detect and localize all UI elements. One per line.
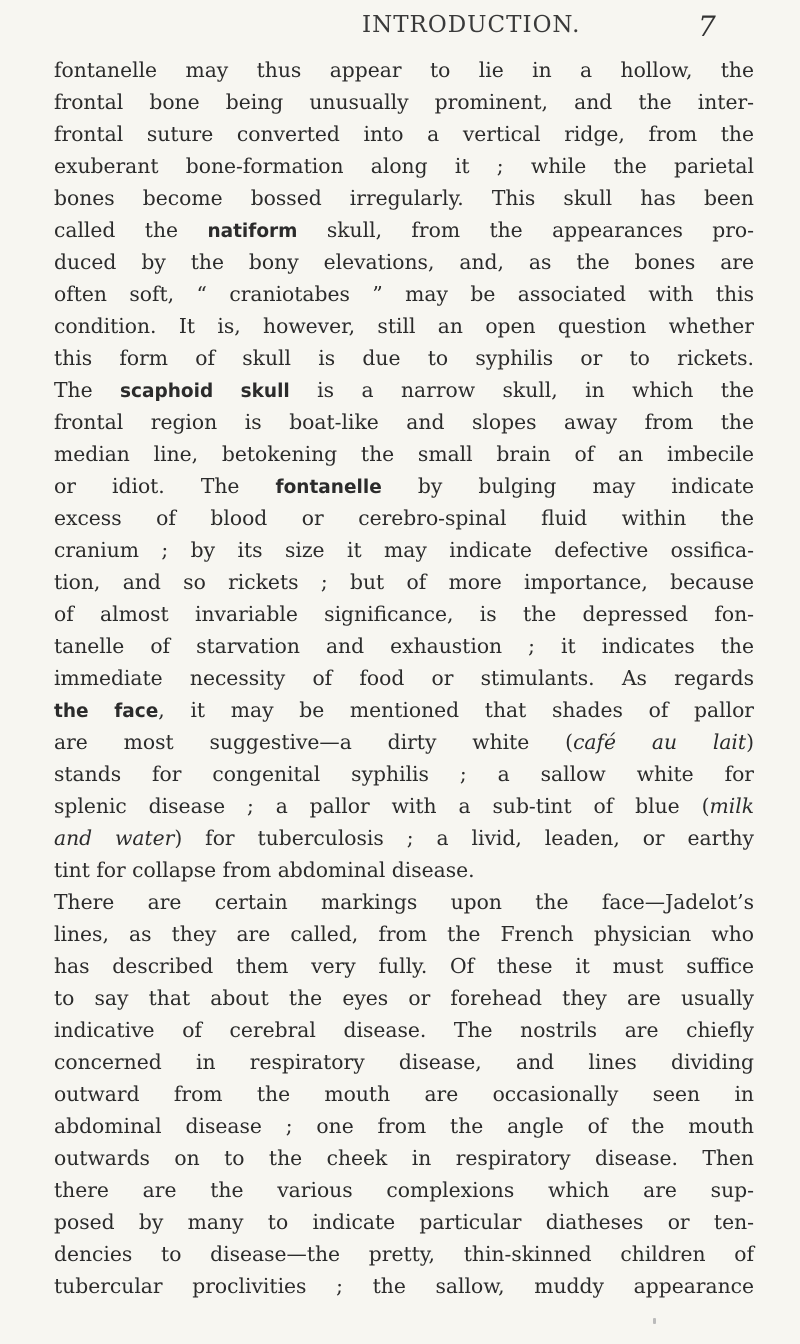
text-line (54, 822, 754, 854)
bold-term: natiform (207, 221, 298, 242)
text-line (54, 726, 754, 758)
line-text: tint for collapse from abdominal disease. (54, 858, 475, 882)
line-text: tanelle of starvation and exhaustion ; it indicates the (54, 634, 754, 658)
text-line (54, 182, 754, 214)
text-line (54, 1238, 754, 1270)
line-text: called the (54, 218, 208, 242)
text-line (54, 1174, 754, 1206)
text-line (54, 950, 754, 982)
text-line (54, 918, 754, 950)
text-line (54, 662, 754, 694)
line-text: immediate necessity of food or stimulants. As regards (54, 666, 754, 690)
line-text: outward from the mouth are occasionally seen in (54, 1082, 754, 1106)
line-text: frontal bone being unusually prominent, and the inter- (54, 90, 754, 114)
line-text: The (54, 378, 121, 402)
text-line (54, 982, 754, 1014)
line-text: fontanelle may thus appear to lie in a hollow, the (54, 58, 754, 82)
line-text: duced by the bony elevations, and, as the bones are (54, 250, 754, 274)
line-text: there are the various complexions which are sup- (54, 1178, 754, 1202)
text-line (54, 886, 754, 918)
text-line (54, 1078, 754, 1110)
text-line (54, 310, 754, 342)
text-line (54, 374, 754, 406)
text-line (54, 470, 754, 502)
text-line (54, 1014, 754, 1046)
text-line (54, 246, 754, 278)
line-text: condition. It is, however, still an open question whether (54, 314, 754, 338)
line-text: lines, as they are called, from the French physician who (54, 922, 754, 946)
line-text: frontal suture converted into a vertical ridge, from the (54, 122, 754, 146)
text-line (54, 342, 754, 374)
line-text: this form of skull is due to syphilis or to rickets. (54, 346, 754, 370)
text-line (54, 1046, 754, 1078)
line-text: ) for tuberculosis ; a livid, leaden, or earthy (174, 826, 755, 850)
text-line (54, 406, 754, 438)
italic-term: and water (54, 826, 175, 850)
text-line (54, 566, 754, 598)
line-text: median line, betokening the small brain of an imbecile (54, 442, 754, 466)
line-text: by bulging may indicate (381, 474, 754, 498)
text-line (54, 118, 754, 150)
page-number: 7 (698, 10, 716, 43)
italic-term: café au lait (573, 730, 747, 754)
line-text: or idiot. The (54, 474, 276, 498)
text-line (54, 502, 754, 534)
bold-term: scaphoid skull (120, 381, 290, 402)
text-line (54, 1206, 754, 1238)
text-line (54, 54, 754, 86)
line-text: exuberant bone-formation along it ; while the parietal (54, 154, 754, 178)
line-text: to say that about the eyes or forehead they are usually (54, 986, 754, 1010)
print-speck (653, 1318, 656, 1324)
text-line (54, 790, 754, 822)
line-text: , it may be mentioned that shades of pallor (158, 698, 754, 722)
line-text: bones become bossed irregularly. This skull has been (54, 186, 754, 210)
line-text: cranium ; by its size it may indicate defective ossifica- (54, 538, 754, 562)
text-line (54, 214, 754, 246)
line-text: abdominal disease ; one from the angle of the mouth (54, 1114, 754, 1138)
text-line (54, 150, 754, 182)
page-header (0, 4, 800, 48)
line-text: indicative of cerebral disease. The nostrils are chiefly (54, 1018, 754, 1042)
text-line (54, 1270, 754, 1302)
text-line (54, 438, 754, 470)
line-text: dencies to disease—the pretty, thin-skinned children of (54, 1242, 754, 1266)
line-text: tion, and so rickets ; but of more importance, because (54, 570, 754, 594)
text-line (54, 86, 754, 118)
text-line (54, 630, 754, 662)
line-text: skull, from the appearances pro- (297, 218, 754, 242)
line-text: frontal region is boat-like and slopes away from the (54, 410, 754, 434)
line-text: is a narrow skull, in which the (289, 378, 755, 402)
bold-term: the face (54, 701, 159, 722)
line-text: ) (746, 730, 754, 754)
text-line (54, 854, 754, 886)
text-line (54, 758, 754, 790)
line-text: posed by many to indicate particular diatheses or ten- (54, 1210, 754, 1234)
line-text: has described them very fully. Of these it must suffice (54, 954, 754, 978)
line-text: tubercular proclivities ; the sallow, muddy appearance (54, 1274, 754, 1298)
text-line (54, 694, 754, 726)
line-text: concerned in respiratory disease, and lines dividing (54, 1050, 754, 1074)
line-text: outwards on to the cheek in respiratory disease. Then (54, 1146, 754, 1170)
body-text (54, 54, 754, 1302)
line-text: of almost invariable significance, is the depressed fon- (54, 602, 754, 626)
text-line (54, 1110, 754, 1142)
text-line (54, 598, 754, 630)
bold-term: fontanelle (275, 477, 382, 498)
line-text: stands for congenital syphilis ; a sallow white for (54, 762, 754, 786)
line-text: often soft, “ craniotabes ” may be associated with this (54, 282, 754, 306)
line-text: are most suggestive—a dirty white ( (54, 730, 574, 754)
line-text: There are certain markings upon the face—Jadelot’s (54, 890, 754, 914)
running-head: INTRODUCTION. (362, 12, 581, 38)
text-line (54, 1142, 754, 1174)
text-line (54, 278, 754, 310)
line-text: splenic disease ; a pallor with a sub-tint of blue ( (54, 794, 710, 818)
italic-term: milk (709, 794, 754, 818)
text-line (54, 534, 754, 566)
line-text: excess of blood or cerebro-spinal fluid within the (54, 506, 754, 530)
